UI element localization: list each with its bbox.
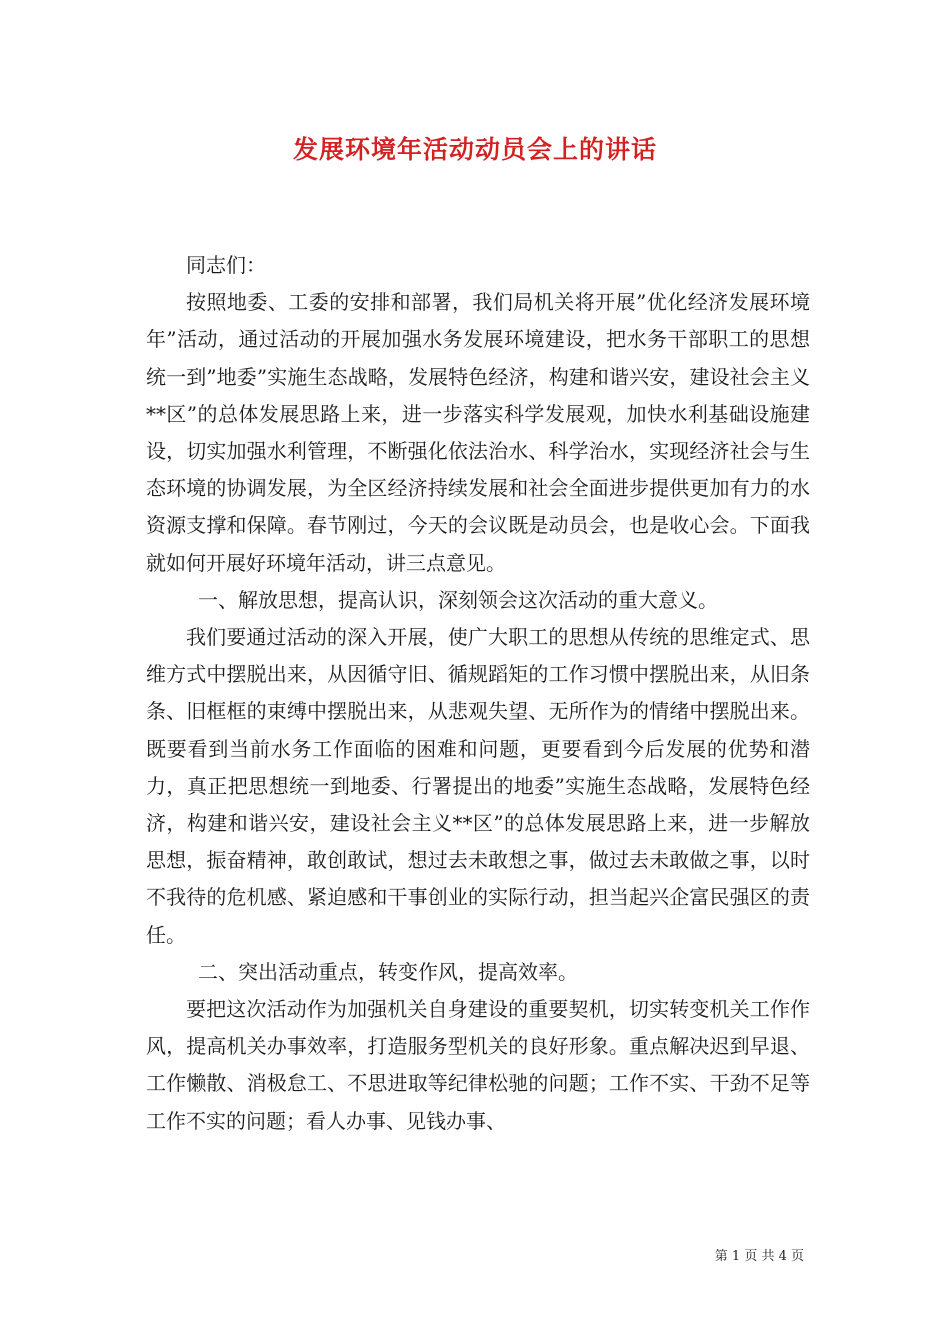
section-heading-2: 二、突出活动重点，转变作风，提高效率。 bbox=[198, 959, 578, 984]
document-title: 发展环境年活动动员会上的讲话 bbox=[292, 135, 657, 164]
section-heading-1: 一、解放思想，提高认识，深刻领会这次活动的重大意义。 bbox=[198, 587, 718, 612]
salutation: 同志们： bbox=[186, 253, 266, 277]
page-number: 第 1 页 共 4 页 bbox=[714, 1249, 804, 1264]
document-body bbox=[146, 247, 810, 1140]
paragraph-intro: 按照地委、工委的安排和部署，我们局机关将开展”优化经济发展环境年”活动，通过活动的开展加强水务发展环境建设，把水务干部职工的思想统一到”地委”实施生态战略，发展特色经济，构建和谐兴安，建设社会主义**区”的总体发展思路上来，进一步落实科学发展观，加快水利基础设施建设，切实加强水利管理，不断强化依法治水、科学治水，实现经济社会与生态环境的协调发展，为全区经济持续发展和社会全面进步提供更加有力的水资源支撑和保障。春节刚过，今天的会议既是动员会，也是收心会。下面我就如何开展好环境年活动，讲三点意见。 bbox=[146, 290, 810, 575]
paragraph-section-2: 要把这次活动作为加强机关自身建设的重要契机，切实转变机关工作作风，提高机关办事效率，打造服务型机关的良好形象。重点解决迟到早退、工作懒散、消极怠工、不思进取等纪律松驰的问题；工作不实、干劲不足等工作不实的问题；看人办事、见钱办事、 bbox=[146, 997, 810, 1133]
paragraph-section-1: 我们要通过活动的深入开展，使广大职工的思想从传统的思维定式、思维方式中摆脱出来，从因循守旧、循规蹈矩的工作习惯中摆脱出来，从旧条条、旧框框的束缚中摆脱出来，从悲观失望、无所作为的情绪中摆脱出来。既要看到当前水务工作面临的困难和问题，更要看到今后发展的优势和潜力，真正把思想统一到地委、行署提出的地委”实施生态战略，发展特色经济，构建和谐兴安，建设社会主义**区”的总体发展思路上来，进一步解放思想，振奋精神，敢创敢试，想过去未敢想之事，做过去未敢做之事，以时不我待的危机感、紧迫感和干事创业的实际行动，担当起兴企富民强区的责任。 bbox=[146, 625, 810, 947]
